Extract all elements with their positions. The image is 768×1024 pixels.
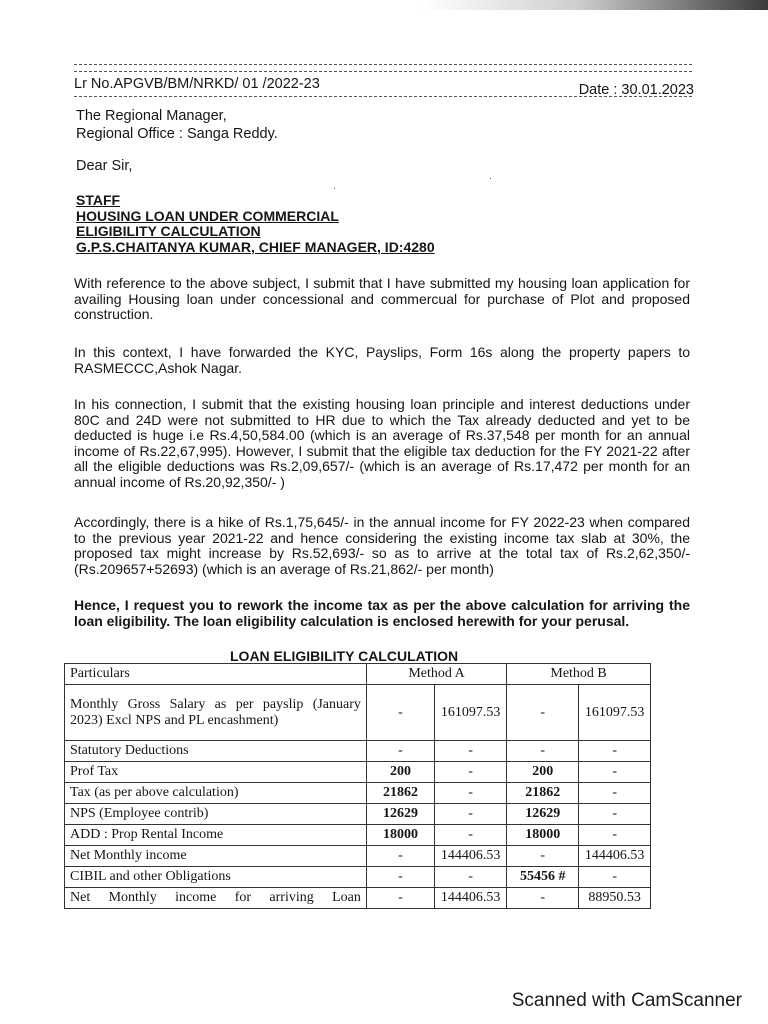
cell: 144406.53: [579, 846, 651, 867]
row-label: Monthly Gross Salary as per payslip (January 2023) Excl NPS and PL encashment): [65, 685, 367, 741]
row-label: Net Monthly income: [65, 846, 367, 867]
cell: -: [366, 846, 434, 867]
salutation: Dear Sir,: [76, 158, 133, 174]
ref-underline: [74, 96, 692, 97]
table-row: [65, 783, 651, 804]
scan-speck: ·: [333, 183, 336, 193]
subject-line: G.P.S.CHAITANYA KUMAR, CHIEF MANAGER, ID:4280: [76, 238, 435, 255]
table-row: [65, 846, 651, 867]
cell: -: [366, 685, 434, 741]
table-row: [65, 762, 651, 783]
header-particulars: Particulars: [65, 664, 367, 685]
table-row: [65, 825, 651, 846]
table-row: [65, 804, 651, 825]
cell: -: [507, 685, 579, 741]
body-paragraph: In his connection, I submit that the existing housing loan principle and interest deductions under 80C and 24D were not submitted to HR due to which the Tax already deducted and yet to be deducted is huge i.e Rs.4,50,584.00 (which is an average of Rs.37,548 per month for an annual income of Rs.22,67,995). However, I submit that the eligible tax deduction for the FY 2021-22 after all the eligible deductions was Rs.2,09,657/- (which is an average of Rs.17,472 per month for an annual income of Rs.20,92,350/- ): [74, 396, 690, 490]
cell: -: [507, 846, 579, 867]
table-row: [65, 685, 651, 741]
cell: -: [507, 741, 579, 762]
cell: 18000: [366, 825, 434, 846]
row-label: NPS (Employee contrib): [65, 804, 367, 825]
table-row: [65, 888, 651, 909]
cell: -: [434, 804, 506, 825]
subject-line: STAFF: [76, 192, 121, 208]
cell: 21862: [366, 783, 434, 804]
row-label: Prof Tax: [65, 762, 367, 783]
cell: -: [579, 804, 651, 825]
table-header-row: [65, 664, 651, 685]
cell: 88950.53: [579, 888, 651, 909]
cell: 161097.53: [579, 685, 651, 741]
cell: -: [434, 825, 506, 846]
reference-line: [74, 76, 694, 98]
recipient-line-1: The Regional Manager,: [76, 108, 227, 124]
cell: -: [434, 741, 506, 762]
cell: -: [366, 741, 434, 762]
top-dashed-rule: [74, 64, 692, 65]
cell: -: [579, 867, 651, 888]
body-paragraph: With reference to the above subject, I submit that I have submitted my housing loan application for availing Housing loan under concessional and commercual for purchase of Plot and proposed construction.: [74, 275, 690, 322]
cell: -: [579, 783, 651, 804]
recipient-address: [76, 107, 278, 143]
letter-ref-no: Lr No.APGVB/BM/NRKD/ 01 /2022-23: [74, 76, 320, 92]
cell: 12629: [366, 804, 434, 825]
cell: -: [579, 741, 651, 762]
cell: 21862: [507, 783, 579, 804]
cell: -: [507, 888, 579, 909]
cell: -: [366, 867, 434, 888]
cell: 12629: [507, 804, 579, 825]
scan-edge-shadow: [0, 0, 768, 10]
subject-block: [76, 193, 435, 255]
scan-speck: ·: [489, 173, 492, 183]
cell: 200: [366, 762, 434, 783]
cell: -: [434, 783, 506, 804]
subject-line: ELIGIBILITY CALCULATION: [76, 223, 261, 239]
header-method-b: Method B: [507, 664, 651, 685]
loan-eligibility-table: [64, 663, 651, 909]
cell: -: [579, 825, 651, 846]
cell: -: [366, 888, 434, 909]
subject-line: HOUSING LOAN UNDER COMMERCIAL: [76, 207, 339, 224]
cell: 55456 #: [507, 867, 579, 888]
cell: -: [579, 762, 651, 783]
row-label: Statutory Deductions: [65, 741, 367, 762]
table-row: [65, 867, 651, 888]
cell: 144406.53: [434, 846, 506, 867]
cell: -: [434, 867, 506, 888]
table-title: LOAN ELIGIBILITY CALCULATION: [230, 648, 459, 664]
body-paragraph: Hence, I request you to rework the income tax as per the above calculation for arriving the loan eligibility. The loan eligibility calculation is enclosed herewith for your perusal.: [74, 597, 690, 629]
cell: 18000: [507, 825, 579, 846]
row-label: Tax (as per above calculation): [65, 783, 367, 804]
row-label: Net Monthly income for arriving Loan: [65, 888, 367, 909]
header-method-a: Method A: [366, 664, 506, 685]
cell: -: [434, 762, 506, 783]
letter-date: Date : 30.01.2023: [578, 82, 694, 98]
table-row: [65, 741, 651, 762]
cell: 200: [507, 762, 579, 783]
cell: 161097.53: [434, 685, 506, 741]
body-paragraph: Accordingly, there is a hike of Rs.1,75,645/- in the annual income for FY 2022-23 when compared to the previous year 2021-22 and hence considering the existing income tax slab at 30%, the proposed tax might increase by Rs.52,693/- so as to arrive at the total tax of Rs.2,62,350/- (Rs.209657+52693) (which is an average of Rs.21,862/- per month): [74, 514, 690, 577]
camscanner-watermark: Scanned with CamScanner: [511, 990, 742, 1011]
body-paragraph: In this context, I have forwarded the KYC, Payslips, Form 16s along the property papers to RASMECCC,Ashok Nagar.: [74, 344, 690, 376]
row-label: CIBIL and other Obligations: [65, 867, 367, 888]
row-label: ADD : Prop Rental Income: [65, 825, 367, 846]
top-dashed-rule-2: [74, 71, 692, 72]
cell: 144406.53: [434, 888, 506, 909]
recipient-line-2: Regional Office : Sanga Reddy.: [76, 126, 278, 142]
